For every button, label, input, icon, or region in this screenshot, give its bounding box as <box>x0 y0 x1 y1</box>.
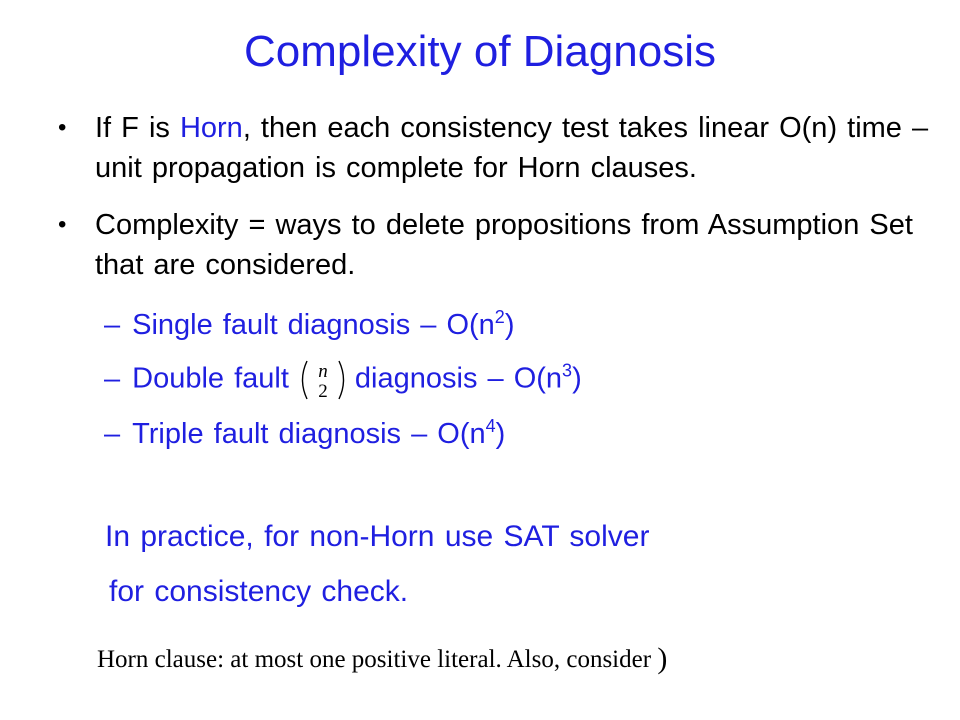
sub-item-text: Single fault diagnosis – O(n <box>132 309 495 341</box>
sub-item-double-fault <box>104 358 582 402</box>
binomial-top: n <box>318 361 328 382</box>
sub-item-triple-fault <box>104 414 505 454</box>
bullet-text <box>95 108 938 188</box>
footnote-text: Horn clause: at most one positive literal. Also, consider <box>97 646 658 673</box>
close-paren: ) <box>495 418 506 450</box>
bullet-marker: • <box>58 211 67 238</box>
sub-item-single-fault <box>104 305 514 345</box>
exponent: 3 <box>562 360 573 381</box>
slide-title: Complexity of Diagnosis <box>244 27 716 76</box>
binomial-left-paren <box>302 361 307 399</box>
bullet-text-pre: If F is <box>95 112 180 144</box>
binomial-right-paren <box>339 361 344 399</box>
binomial-coefficient <box>295 358 351 402</box>
close-paren: ) <box>572 362 582 395</box>
bullet-marker: • <box>58 114 67 141</box>
footnote <box>97 642 667 676</box>
sub-item-dash: – <box>104 309 121 341</box>
bullet-text: Complexity = ways to delete propositions from Assumption Set that are considered. <box>95 209 913 281</box>
binomial-bottom: 2 <box>318 381 328 402</box>
exponent: 2 <box>494 307 505 327</box>
close-paren: ) <box>504 309 515 341</box>
practice-line-1: In practice, for non-Horn use SAT solver <box>105 520 650 553</box>
sub-item-text: Triple fault diagnosis – O(n <box>132 418 486 450</box>
bullet-text-post: , then each consistency test takes linear O(n) time – unit propagation is complete for Horn clauses. <box>95 112 929 184</box>
sub-item-dash: – <box>104 418 121 450</box>
sub-item-text: diagnosis – O(n <box>354 362 563 395</box>
practice-line-2: for consistency check. <box>109 575 409 608</box>
exponent: 4 <box>485 416 496 436</box>
horn-highlight: Horn <box>179 112 243 144</box>
footnote-paren: ) <box>657 642 668 675</box>
sub-item-dash: – <box>104 362 121 395</box>
sub-item-label: Double fault <box>132 362 289 395</box>
